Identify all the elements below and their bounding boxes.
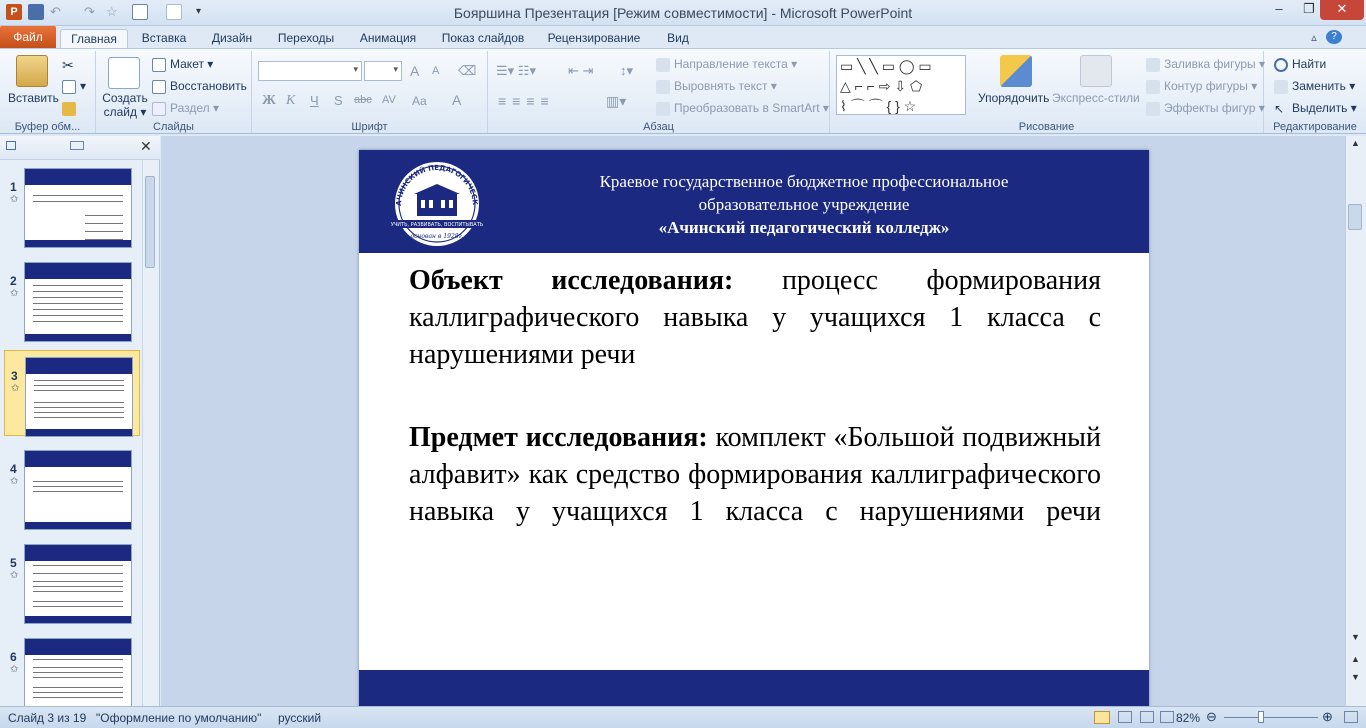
animation-star-icon: ✩	[10, 194, 19, 205]
tab-insert[interactable]: Вставка	[141, 31, 187, 45]
group-slides	[96, 51, 252, 133]
shapes-gallery[interactable]: ▭ ╲ ╲ ▭ ◯ ▭ △ ⌐ ⌐ ⇨ ⇩ ⬠ ⌇ ⌒ ⌒ { } ☆	[836, 55, 966, 115]
layout-grid-icon	[152, 58, 166, 72]
normal-view-icon[interactable]	[1094, 711, 1110, 724]
char-spacing-button[interactable]: AV	[382, 94, 396, 106]
subject-text: комплект «Большой подвижный алфавит» как средство формирования каллиграфического навыка у учащихся 1 класса с нарушениями речи	[409, 422, 1101, 527]
group-clipboard	[0, 51, 96, 133]
ribbon-tabs	[0, 26, 1366, 48]
minimize-ribbon-icon[interactable]: ▵	[1311, 32, 1317, 44]
zoom-slider[interactable]	[1224, 717, 1318, 718]
select-label: Выделить	[1292, 101, 1348, 115]
align-text-label: Выровнять текст	[674, 79, 768, 93]
group-editing	[1264, 51, 1366, 133]
subject-label: Предмет исследования:	[409, 422, 708, 453]
format-painter-icon[interactable]	[62, 101, 80, 116]
editing-label: Редактирование	[1273, 121, 1357, 133]
slide-thumbnail-5[interactable]	[4, 538, 140, 624]
layout-button[interactable]: Макет ▾	[152, 57, 213, 72]
paragraph-label: Абзац	[643, 121, 674, 133]
paste-icon	[16, 55, 48, 87]
shape-effects-button[interactable]: Эффекты фигур ▾	[1146, 101, 1265, 116]
new-slide-label: Создать	[102, 91, 148, 105]
header-line-3: «Ачинский педагогический колледж»	[658, 218, 950, 237]
find-button[interactable]	[1274, 57, 1326, 72]
group-paragraph	[488, 51, 830, 133]
tab-home[interactable]: Главная	[60, 29, 128, 48]
replace-label: Заменить	[1292, 79, 1346, 93]
arrange-button[interactable]: Упорядочить	[978, 91, 1050, 105]
smartart-label: Преобразовать в SmartArt	[674, 101, 820, 115]
tab-design[interactable]: Дизайн	[211, 31, 253, 45]
svg-text:основан в 1928г.: основан в 1928г.	[410, 233, 464, 240]
font-family-combo[interactable]: ▾	[258, 61, 362, 81]
header-line-2: образовательное учреждение	[698, 195, 910, 214]
clear-format-icon[interactable]: ⌫	[458, 63, 477, 78]
theme-name[interactable]: "Оформление по умолчанию"	[96, 711, 262, 725]
object-text: процесс формирования каллиграфического навыка у учащихся 1 класса с нарушениями речи	[409, 265, 1101, 370]
arrange-icon	[1000, 55, 1032, 87]
underline-button[interactable]: Ч	[310, 93, 319, 108]
text-direction-icon	[656, 58, 670, 72]
shape-effects-label: Эффекты фигур	[1164, 101, 1256, 115]
tab-review[interactable]: Рецензирование	[547, 31, 641, 45]
sorter-view-icon[interactable]	[1118, 711, 1132, 723]
shape-fill-label: Заливка фигуры	[1164, 57, 1256, 71]
fill-bucket-icon	[1146, 58, 1160, 72]
minimize-button[interactable]: –	[1275, 1, 1283, 16]
animation-star-icon: ✩	[11, 383, 20, 394]
shape-outline-label: Контур фигуры	[1164, 79, 1248, 93]
reset-button[interactable]	[152, 79, 247, 94]
ribbon	[0, 48, 1366, 134]
indent-icon[interactable]: ⇤ ⇥	[568, 63, 594, 78]
customize-qat-icon[interactable]: ▾	[196, 6, 202, 17]
section-label: Раздел	[170, 101, 210, 115]
slide-footer-band	[359, 670, 1149, 706]
smartart-icon	[656, 102, 670, 116]
thumbnail-preview	[24, 168, 132, 248]
animation-star-icon: ✩	[10, 476, 19, 487]
slide-number: 4	[10, 462, 17, 476]
slide-header-band	[359, 150, 1149, 253]
text-direction-button[interactable]: Направление текста ▾	[656, 57, 797, 72]
reset-icon	[152, 80, 166, 94]
slideshow-view-icon[interactable]	[1160, 711, 1174, 723]
language[interactable]: русский	[278, 711, 322, 725]
group-drawing	[830, 51, 1264, 133]
help-icon[interactable]: ?	[1326, 30, 1342, 44]
outline-pen-icon	[1146, 80, 1160, 94]
scroll-thumb[interactable]	[1348, 204, 1362, 230]
zoom-in-icon[interactable]: ⊕	[1322, 709, 1333, 724]
tab-transitions[interactable]: Переходы	[277, 31, 335, 45]
close-button[interactable]: ✕	[1320, 0, 1364, 20]
find-label: Найти	[1292, 57, 1327, 71]
slide-number: 5	[10, 556, 17, 570]
slide-counter: Слайд 3 из 19	[8, 711, 87, 725]
align-icons[interactable]: ≡≡≡≡	[498, 93, 555, 109]
scroll-thumb[interactable]	[145, 176, 155, 268]
slide-number: 1	[10, 180, 17, 194]
slides-panel	[0, 136, 160, 706]
cursor-icon: ↖	[1274, 101, 1285, 116]
select-button[interactable]: ↖ Выделить ▾	[1274, 101, 1357, 116]
columns-icon[interactable]: ▥▾	[606, 93, 627, 109]
font-size-combo[interactable]: ▾	[364, 61, 402, 81]
slide-canvas	[161, 136, 1345, 706]
thumbnails-scrollbar[interactable]	[142, 160, 157, 706]
zoom-level[interactable]: 82%	[1176, 711, 1201, 725]
new-slide-icon	[108, 57, 140, 89]
font-color-button[interactable]: A	[452, 92, 462, 108]
outline-tab-icon[interactable]	[70, 141, 84, 150]
title-bar	[0, 0, 1366, 26]
reading-view-icon[interactable]	[1140, 711, 1154, 723]
align-text-icon	[656, 80, 670, 94]
align-text-button[interactable]: Выровнять текст ▾	[656, 79, 777, 94]
strikethrough-button[interactable]: abc	[354, 94, 372, 106]
new-slide-button[interactable]: Создать слайд ▾	[102, 91, 148, 119]
canvas-scrollbar[interactable]	[1345, 136, 1366, 706]
scroll-up-icon[interactable]: ▲	[1351, 138, 1360, 148]
thumbnail-preview	[25, 357, 133, 437]
thumbnail-preview	[24, 262, 132, 342]
svg-text:АЧИНСКИЙ ПЕДАГОГИЧЕСКИЙ КОЛЛЕД: АЧИНСКИЙ ПЕДАГОГИЧЕСК	[394, 163, 480, 207]
slide-number: 3	[11, 369, 18, 383]
clipboard-label: Буфер обм...	[14, 121, 81, 133]
slide-3[interactable]	[359, 150, 1149, 706]
grow-font-button[interactable]: A	[410, 63, 420, 79]
slide-thumbnail-3[interactable]	[4, 350, 140, 436]
tab-slideshow[interactable]: Показ слайдов	[441, 31, 525, 45]
reset-label: Восстановить	[170, 79, 247, 93]
font-label: Шрифт	[351, 121, 388, 133]
tab-animation[interactable]: Анимация	[359, 31, 417, 45]
slides-tab-icon[interactable]	[6, 141, 16, 150]
slides-panel-header	[0, 136, 160, 160]
star-icon[interactable]: ☆	[106, 4, 118, 19]
animation-star-icon: ✩	[10, 570, 19, 581]
scroll-down-icon[interactable]: ▼	[1351, 632, 1360, 642]
text-direction-label: Направление текста	[674, 57, 788, 71]
college-logo	[387, 158, 487, 248]
redo-icon[interactable]: ↷	[84, 4, 95, 19]
slides-label: Слайды	[153, 121, 194, 133]
section-icon	[152, 102, 166, 116]
bold-button[interactable]: Ж	[262, 93, 276, 108]
tab-file[interactable]: Файл	[0, 26, 56, 48]
replace-button[interactable]: Заменить ▾	[1274, 79, 1355, 94]
animation-star-icon: ✩	[10, 664, 19, 675]
fit-window-icon[interactable]	[1344, 711, 1358, 723]
copy-icon[interactable]: ▾	[62, 79, 86, 94]
slide-number: 2	[10, 274, 17, 288]
previous-slide-icon[interactable]: ▲	[1351, 654, 1360, 664]
animation-star-icon: ✩	[10, 288, 19, 299]
bullets-icon[interactable]: ☰▾ ☷▾	[496, 63, 536, 78]
layout-label: Макет	[170, 57, 204, 71]
binoculars-icon	[1274, 58, 1288, 72]
status-bar	[0, 706, 1366, 728]
object-paragraph	[409, 262, 1101, 373]
new-slide-label-2: слайд	[103, 105, 138, 119]
drawing-label: Рисование	[1018, 121, 1075, 133]
shrink-font-button[interactable]: A	[432, 65, 440, 77]
tab-view[interactable]: Вид	[667, 31, 689, 45]
replace-icon	[1274, 80, 1288, 94]
undo-icon[interactable]: ↶	[50, 4, 61, 19]
object-label: Объект исследования:	[409, 265, 734, 296]
paste-button[interactable]: Вставить	[8, 91, 59, 105]
header-line-1: Краевое государственное бюджетное профессиональное	[599, 172, 1009, 191]
line-spacing-icon[interactable]: ↕▾	[620, 63, 634, 78]
change-case-button[interactable]: Aa	[412, 94, 427, 108]
shadow-icon[interactable]: S	[334, 93, 343, 108]
shape-outline-button[interactable]: Контур фигуры ▾	[1146, 79, 1257, 94]
svg-text:УЧИТЬ, РАЗВИВАТЬ, ВОСПИТЫВАТЬ: УЧИТЬ, РАЗВИВАТЬ, ВОСПИТЫВАТЬ	[390, 222, 484, 228]
thumbnail-preview	[24, 450, 132, 530]
window-title: Бояршина Презентация [Режим совместимости] - Microsoft PowerPoint	[453, 5, 913, 21]
zoom-slider-thumb[interactable]	[1258, 711, 1264, 723]
subject-paragraph	[409, 419, 1101, 530]
powerpoint-logo-icon: P	[6, 4, 22, 20]
effects-icon	[1146, 102, 1160, 116]
next-slide-icon[interactable]: ▼	[1351, 672, 1360, 682]
quick-styles-icon	[1080, 55, 1112, 87]
quick-styles-button[interactable]: Экспресс-стили	[1052, 91, 1140, 105]
slide-thumbnail-2[interactable]	[4, 256, 140, 342]
smartart-button[interactable]: Преобразовать в SmartArt ▾	[656, 101, 829, 116]
slide-thumbnail-1[interactable]	[4, 162, 140, 248]
slide-number: 6	[10, 650, 17, 664]
thumbnail-preview	[24, 544, 132, 624]
slide-thumbnail-4[interactable]	[4, 444, 140, 530]
zoom-out-icon[interactable]: ⊖	[1206, 709, 1217, 724]
group-font	[252, 51, 488, 133]
cut-icon[interactable]: ✂	[62, 57, 74, 73]
maximize-button[interactable]: ❐	[1303, 1, 1315, 16]
section-button[interactable]: Раздел ▾	[152, 101, 219, 116]
shape-fill-button[interactable]: Заливка фигуры ▾	[1146, 57, 1265, 72]
close-panel-icon[interactable]: ✕	[140, 138, 152, 154]
italic-button[interactable]: К	[286, 93, 296, 108]
slide-body-text[interactable]	[409, 262, 1101, 530]
slide-header-text	[524, 170, 1084, 239]
